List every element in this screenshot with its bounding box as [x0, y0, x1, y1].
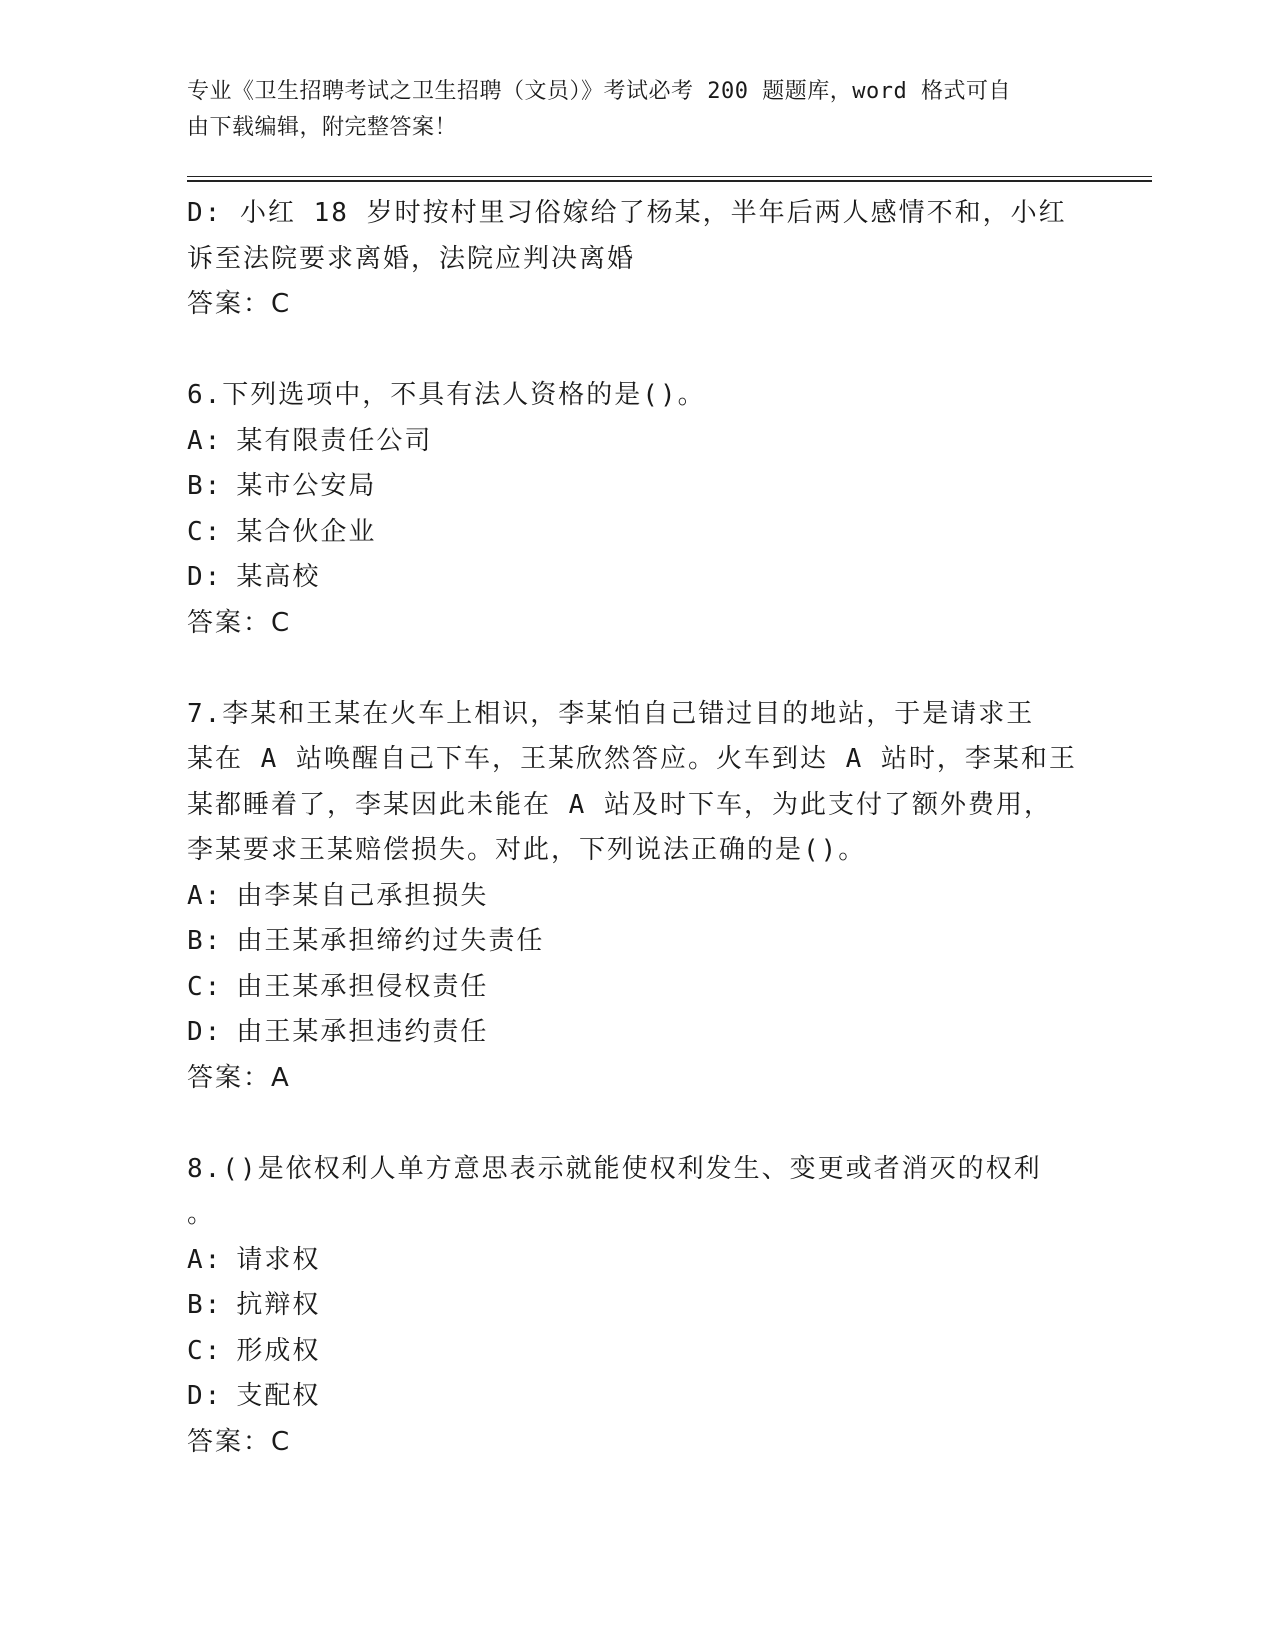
question-7-option-a	[187, 874, 1067, 920]
question-7-stem-line-3: 某都睡着了，李某因此未能在 A 站及时下车，为此支付了额外费用，	[187, 789, 1052, 820]
option-text: 请求权	[236, 1244, 321, 1275]
document-header	[187, 74, 1057, 146]
option-letter: D:	[187, 562, 223, 592]
option-text: 由王某承担侵权责任	[236, 971, 489, 1002]
question-6-option-a	[187, 419, 1067, 465]
spacer	[187, 1101, 1067, 1147]
option-text: 形成权	[236, 1335, 321, 1366]
question-content	[187, 191, 1077, 1465]
option-letter: C:	[187, 1335, 223, 1366]
question-8-stem-line-2: 。	[187, 1199, 216, 1229]
question-7-stem-line-1: 7.李某和王某在火车上相识，李某怕自己错过目的地站，于是请求王	[187, 698, 1035, 729]
header-divider	[187, 176, 1152, 182]
question-6-option-c	[187, 510, 1067, 556]
spacer	[187, 328, 1067, 374]
question-6-stem: 6.下列选项中，不具有法人资格的是()。	[187, 380, 706, 410]
option-letter: D:	[187, 1381, 223, 1411]
question-8-answer: 答案：C	[187, 1426, 292, 1457]
question-7-answer: 答案：A	[187, 1062, 291, 1093]
spacer	[187, 646, 1067, 692]
question-7-option-d	[187, 1010, 1067, 1056]
option-text: 由李某自己承担损失	[236, 880, 489, 911]
question-8-option-a	[187, 1238, 1067, 1284]
question-8-stem-line-1: 8.()是依权利人单方意思表示就能使权利发生、变更或者消灭的权利	[187, 1153, 1042, 1184]
option-text: 抗辩权	[236, 1290, 321, 1320]
option-letter: C:	[187, 516, 223, 547]
question-8-option-b	[187, 1283, 1067, 1329]
option-letter: D:	[187, 1017, 223, 1047]
option-text: 某市公安局	[236, 471, 377, 501]
option-letter: C:	[187, 971, 223, 1002]
header-line-1: 专业《卫生招聘考试之卫生招聘（文员）》考试必考 200 题题库，word 格式可自	[187, 79, 1011, 104]
question-6-option-d	[187, 555, 1067, 601]
option-text: 由王某承担违约责任	[236, 1017, 489, 1047]
question-8-option-d	[187, 1374, 1067, 1420]
option-letter: B:	[187, 471, 223, 501]
option-letter: B:	[187, 926, 223, 956]
option-letter: A:	[187, 425, 223, 456]
header-line-2: 由下载编辑，附完整答案！	[187, 115, 458, 140]
question-6-option-b	[187, 464, 1067, 510]
option-text: 某合伙企业	[236, 516, 377, 547]
option-d-line-1: D: 小红 18 岁时按村里习俗嫁给了杨某，半年后两人感情不和，小红	[187, 198, 1067, 228]
question-7-option-b	[187, 919, 1067, 965]
question-7-stem-line-4: 李某要求王某赔偿损失。对此，下列说法正确的是()。	[187, 835, 867, 865]
option-text: 支配权	[236, 1381, 321, 1411]
question-8-option-c	[187, 1329, 1067, 1375]
answer-label: 答案：C	[187, 289, 292, 319]
option-letter: B:	[187, 1290, 223, 1320]
option-letter: A:	[187, 1244, 223, 1275]
option-text: 由王某承担缔约过失责任	[236, 926, 545, 956]
option-d-line-2: 诉至法院要求离婚，法院应判决离婚	[187, 243, 636, 274]
question-7-stem-line-2: 某在 A 站唤醒自己下车，王某欣然答应。火车到达 A 站时，李某和王	[187, 744, 1077, 774]
option-text: 某有限责任公司	[236, 425, 433, 456]
option-text: 某高校	[236, 562, 321, 592]
question-6-answer: 答案：C	[187, 607, 292, 638]
option-letter: A:	[187, 880, 223, 911]
question-7-option-c	[187, 965, 1067, 1011]
